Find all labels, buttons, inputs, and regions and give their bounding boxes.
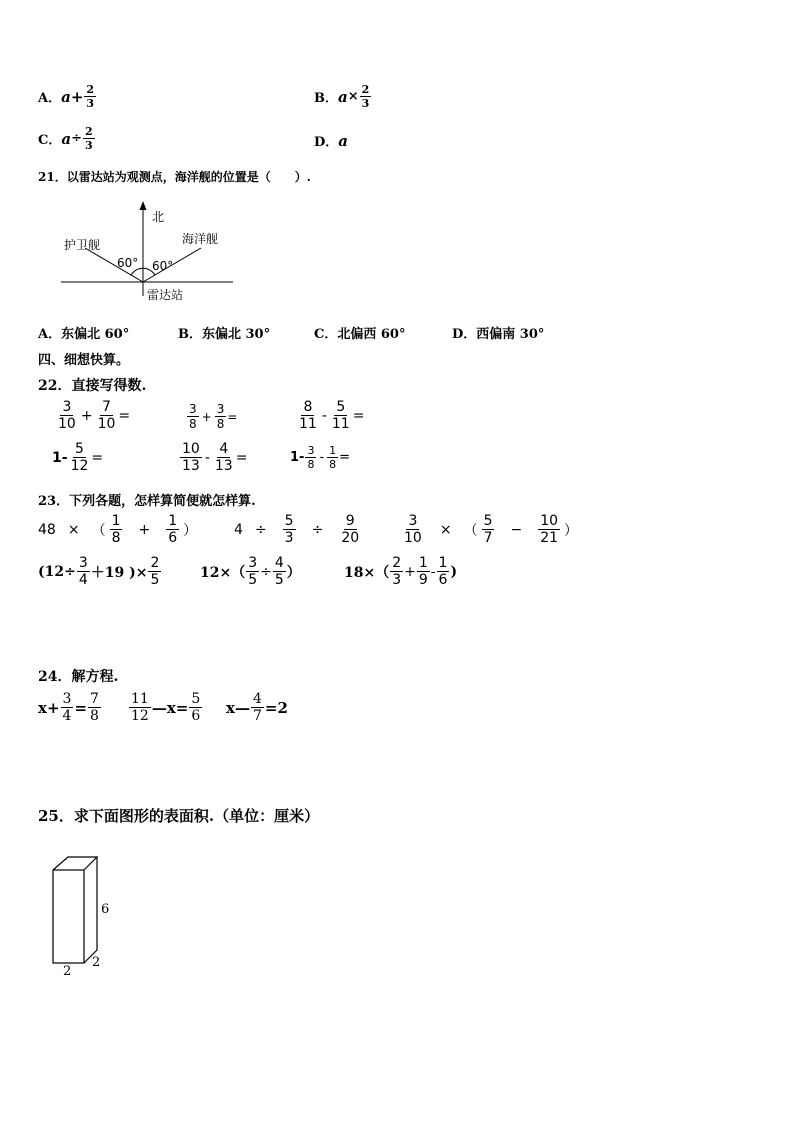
q21-text: 21．以雷达站为观测点，海洋舰的位置是（ ）.	[38, 170, 311, 184]
q24-equation-3: x— $\frac{4}{7}$ =2	[226, 691, 288, 724]
q22-expr-3: $\frac{8}{11}$ - $\frac{5}{11}$ =	[299, 399, 365, 432]
q22-expr-4: 1- $\frac{5}{12}$ =	[52, 441, 104, 474]
q23-expr-3: $\frac{3}{10}$ × （ $\frac{5}{7}$ − $\frac{10}{21}$ ）	[404, 513, 579, 546]
q20-option-a[interactable]: A． a + $\frac{2}{3}$	[38, 83, 95, 110]
q20-option-b[interactable]: B． a × $\frac{2}{3}$	[314, 83, 370, 110]
q21-option-c[interactable]: C．北偏西 60°	[314, 327, 406, 342]
angle-right-label: 60°	[152, 259, 174, 273]
q22-expr-1: $\frac{3}{10}$ + $\frac{7}{10}$ =	[58, 399, 131, 432]
q23-expr-1: 48 × （ $\frac{1}{8}$ + $\frac{1}{6}$ ）	[38, 513, 198, 546]
cuboid-figure	[50, 855, 100, 967]
cuboid-top-face	[53, 857, 97, 870]
q22-expr-5: $\frac{10}{13}$ - $\frac{4}{13}$ =	[182, 441, 248, 474]
fraction: $\frac{2}{3}$	[86, 83, 95, 110]
q24-equation-2: $\frac{11}{12}$ —x= $\frac{5}{6}$	[131, 691, 201, 724]
section-heading: 四、细想快算。	[38, 353, 130, 368]
q21-option-b[interactable]: B．东偏北 30°	[178, 327, 271, 342]
north-label: 北	[152, 210, 165, 224]
angle-left-label: 60°	[117, 256, 139, 270]
q22-expr-2: $\frac{3}{8}$ + $\frac{3}{8}$ =	[189, 402, 238, 431]
depth-label: 2	[92, 955, 101, 970]
escort-label: 护卫舰	[64, 238, 101, 252]
ocean-label: 海洋舰	[182, 232, 219, 246]
q23-expr-5: 12×（ $\frac{3}{5}$ ÷ $\frac{4}{5}$ ）	[200, 555, 301, 588]
q23-title: 23．下列各题，怎样算简便就怎样算.	[38, 494, 256, 509]
cuboid-front-face	[53, 870, 84, 963]
cuboid-side-face	[84, 857, 97, 963]
q22-expr-6: 1- $\frac{3}{8}$ - $\frac{1}{8}$ =	[290, 444, 351, 471]
q23-expr-4: (12÷ $\frac{3}{4}$ ＋19 )× $\frac{2}{5}$	[38, 555, 160, 588]
q21-option-a[interactable]: A．东偏北 60°	[38, 327, 130, 342]
q24-equation-1: x+ $\frac{3}{4}$ = $\frac{7}{8}$	[38, 691, 99, 724]
q20-option-d[interactable]: D．a	[314, 132, 349, 150]
fraction: $\frac{2}{3}$	[361, 83, 370, 110]
width-label: 2	[63, 964, 72, 979]
q23-expr-6: 18×（ $\frac{2}{3}$ + $\frac{1}{9}$ - $\frac{1}{6}$ )	[344, 555, 458, 588]
station-label: 雷达站	[147, 288, 184, 302]
q20-option-c[interactable]: C． a ÷ $\frac{2}{3}$	[38, 125, 93, 152]
q23-expr-2: 4 ÷ $\frac{5}{3}$ ÷ $\frac{9}{20}$	[234, 513, 360, 546]
fraction: $\frac{2}{3}$	[85, 125, 93, 152]
q21-option-d[interactable]: D．西偏南 30°	[452, 327, 545, 342]
q22-title: 22．直接写得数.	[38, 378, 147, 394]
north-arrow-icon	[140, 201, 147, 210]
q24-title: 24．解方程.	[38, 669, 119, 685]
q25-title: 25．求下面图形的表面积.（单位：厘米）	[38, 807, 320, 825]
height-label: 6	[101, 902, 110, 917]
